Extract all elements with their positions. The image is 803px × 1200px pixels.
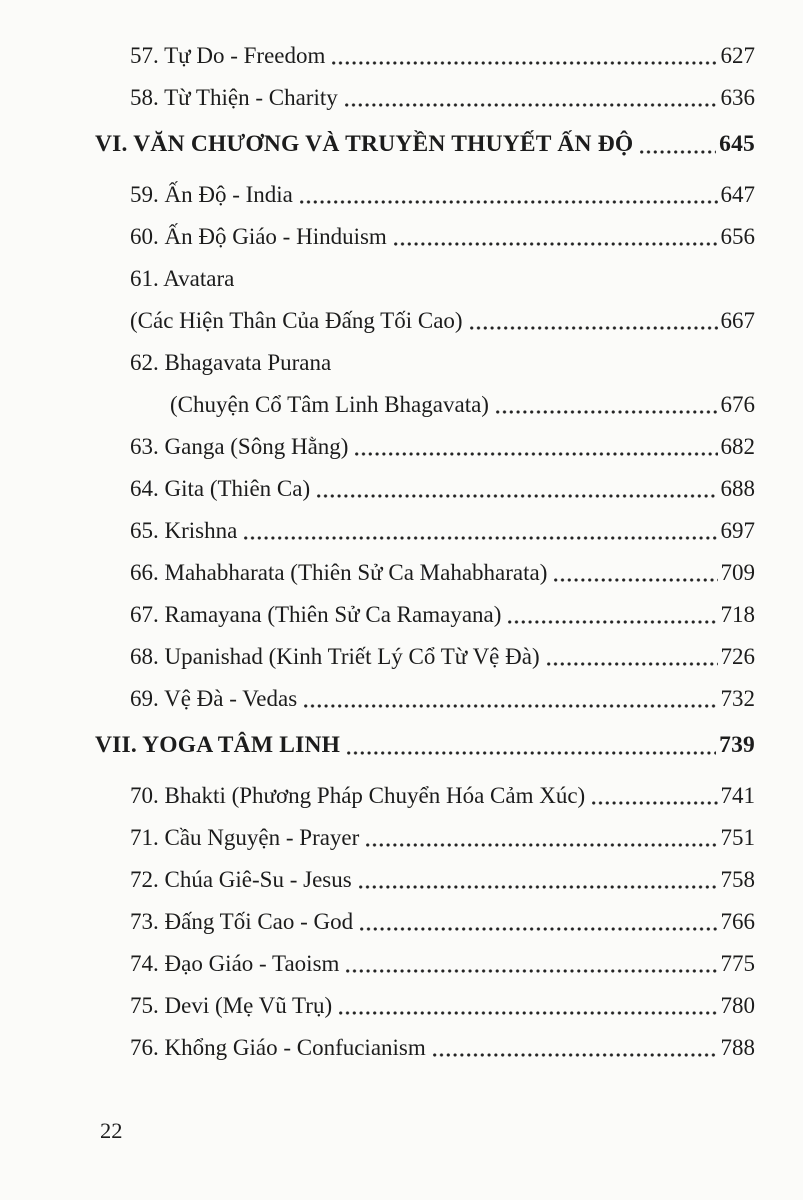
toc-entry-label: 58. Từ Thiện - Charity (130, 85, 338, 110)
toc-entry-page: 645 (719, 131, 755, 157)
dot-leader (345, 95, 718, 111)
toc-entry-row (95, 601, 755, 628)
toc-entry-row (95, 782, 755, 809)
dot-leader (332, 53, 717, 69)
toc-entry-page: 667 (720, 308, 755, 333)
toc-entry-row (95, 824, 755, 851)
dot-leader (433, 1045, 718, 1061)
toc-entry-label: 76. Khổng Giáo - Confucianism (130, 1035, 426, 1060)
toc-entry-page: 676 (720, 392, 755, 417)
dot-leader (554, 570, 717, 586)
toc-entry-page: 751 (720, 825, 755, 850)
toc-entry-row (95, 950, 755, 977)
toc-entry-label: (Chuyện Cổ Tâm Linh Bhagavata) (170, 392, 489, 417)
toc-entry-row (95, 181, 755, 208)
toc-entry-row (95, 559, 755, 586)
toc-entry-row (95, 349, 755, 376)
toc-entry-row (95, 517, 755, 544)
toc-entry-row (95, 643, 755, 670)
dot-leader (547, 654, 718, 670)
dot-leader (244, 528, 717, 544)
toc-entry-page: 697 (720, 518, 755, 543)
toc-entry-label: VI. VĂN CHƯƠNG VÀ TRUYỀN THUYẾT ẤN ĐỘ (95, 131, 634, 157)
toc-entry-page: 758 (720, 867, 755, 892)
dot-leader (346, 961, 717, 977)
dot-leader (355, 444, 717, 460)
toc-entry-label: 73. Đấng Tối Cao - God (130, 909, 354, 934)
toc-entry-label: 64. Gita (Thiên Ca) (130, 476, 311, 501)
toc-entry-label: 68. Upanishad (Kinh Triết Lý Cổ Từ Vệ Đà) (130, 644, 540, 669)
dot-leader (394, 234, 718, 250)
toc-entry-page: 788 (720, 1035, 755, 1060)
toc-entry-label: 66. Mahabharata (Thiên Sử Ca Mahabharata) (130, 560, 548, 585)
toc-entry-row (95, 84, 755, 111)
toc-entry-page: 726 (720, 644, 755, 669)
toc-entry-row (95, 42, 755, 69)
toc-entry-label: 72. Chúa Giê-Su - Jesus (130, 867, 352, 892)
dot-leader (304, 696, 717, 712)
toc-entry-label: 67. Ramayana (Thiên Sử Ca Ramayana) (130, 602, 502, 627)
toc-entry-row (95, 475, 755, 502)
toc-entry-label: 70. Bhakti (Phương Pháp Chuyển Hóa Cảm Xúc) (130, 783, 586, 808)
dot-leader (360, 919, 717, 935)
page-number: 22 (100, 1118, 123, 1143)
toc-entry-label: 60. Ấn Độ Giáo - Hinduism (130, 224, 387, 249)
dot-leader (300, 192, 718, 208)
toc-entry-row (95, 1034, 755, 1061)
toc-entry-label: 74. Đạo Giáo - Taoism (130, 951, 340, 976)
toc-entry-label: 75. Devi (Mẹ Vũ Trụ) (130, 993, 333, 1018)
toc-entry-page: 709 (720, 560, 755, 585)
dot-leader (470, 318, 718, 334)
toc-entry-row (95, 866, 755, 893)
toc-entry-label: 63. Ganga (Sông Hằng) (130, 434, 349, 459)
dot-leader (640, 142, 716, 158)
toc-entry-page: 766 (720, 909, 755, 934)
toc-entry-row (95, 992, 755, 1019)
dot-leader (339, 1003, 717, 1019)
toc-entry-page: 775 (720, 951, 755, 976)
dot-leader (508, 612, 717, 628)
dot-leader (347, 743, 716, 759)
toc-entry-page: 647 (720, 182, 755, 207)
toc-entry-row (95, 223, 755, 250)
toc-entry-label: (Các Hiện Thân Của Đấng Tối Cao) (130, 308, 463, 333)
toc-entry-label: 57. Tự Do - Freedom (130, 43, 326, 68)
toc-entry-page: 732 (720, 686, 755, 711)
toc-entry-page: 718 (720, 602, 755, 627)
toc-entry-label: 71. Cầu Nguyện - Prayer (130, 825, 360, 850)
toc-entry-page: 741 (720, 783, 755, 808)
toc-entry-page: 636 (720, 85, 755, 110)
dot-leader (317, 486, 717, 502)
dot-leader (592, 793, 717, 809)
toc-entry-page: 739 (719, 732, 755, 758)
toc-entry-page: 688 (720, 476, 755, 501)
toc-entry-row (95, 685, 755, 712)
toc-entry-page: 780 (720, 993, 755, 1018)
toc-entry-row (95, 307, 755, 334)
toc-entry-label: 69. Vệ Đà - Vedas (130, 686, 298, 711)
toc-section-row (95, 131, 755, 158)
toc-entry-label: 61. Avatara (130, 266, 235, 291)
dot-leader (496, 402, 718, 418)
dot-leader (359, 877, 718, 893)
toc-entry-label: 62. Bhagavata Purana (130, 350, 332, 375)
toc-entry-page: 627 (720, 43, 755, 68)
toc-entry-row (95, 908, 755, 935)
toc-entry-row (95, 433, 755, 460)
toc-entry-row (95, 391, 755, 418)
toc-entry-row (95, 265, 755, 292)
toc-entry-label: 59. Ấn Độ - India (130, 182, 293, 207)
dot-leader (366, 835, 717, 851)
toc-section-row (95, 732, 755, 759)
toc-entry-page: 682 (720, 434, 755, 459)
toc-entry-label: VII. YOGA TÂM LINH (95, 732, 341, 758)
toc-list (95, 42, 755, 1061)
toc-entry-label: 65. Krishna (130, 518, 238, 543)
toc-entry-page: 656 (720, 224, 755, 249)
